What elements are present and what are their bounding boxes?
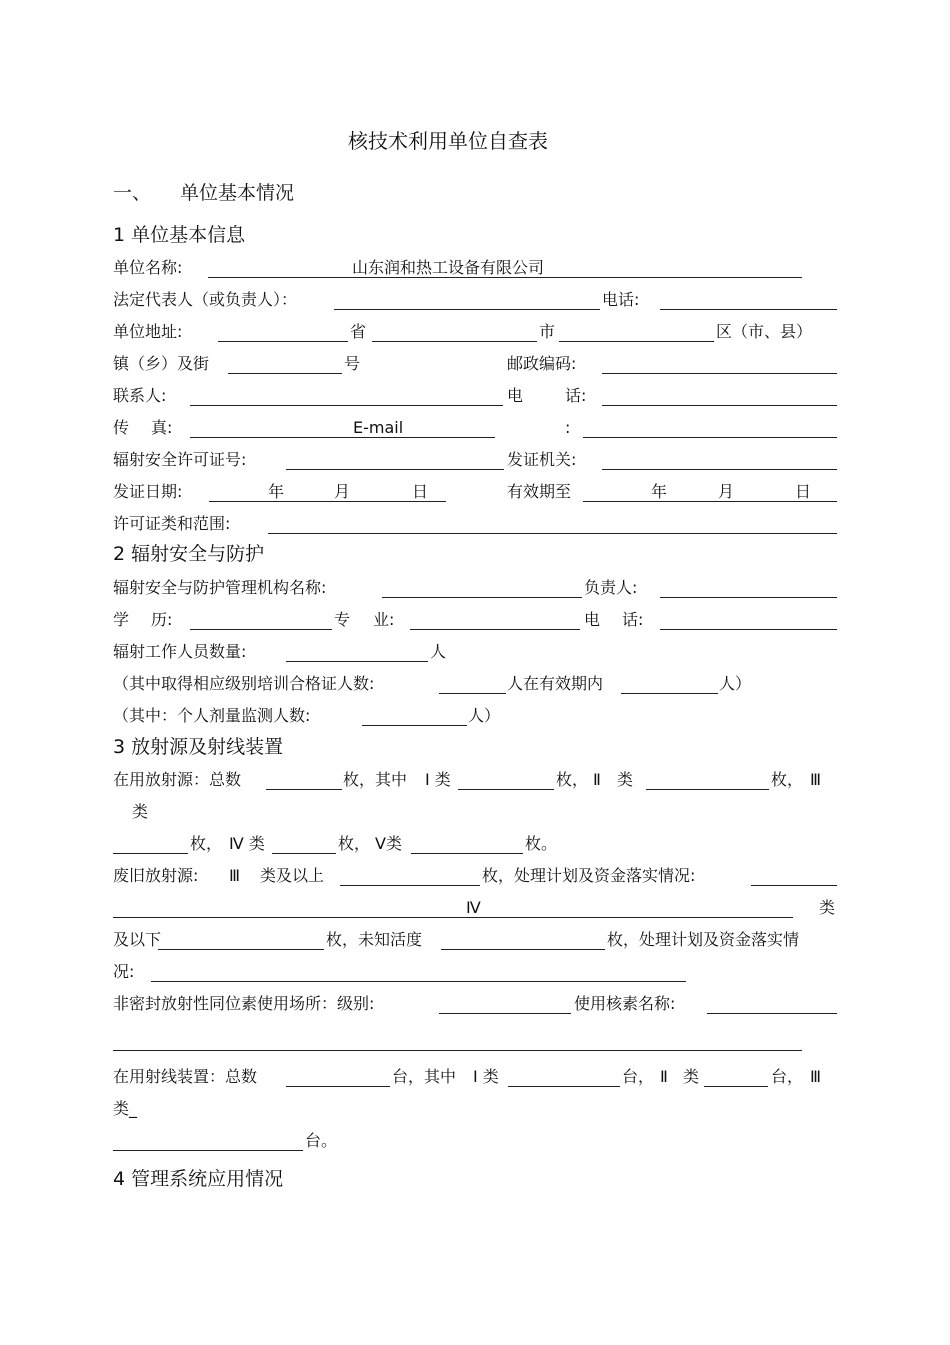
license-no-label: 辐射安全许可证号: — [113, 450, 247, 469]
license-scope-label: 许可证类和范围: — [113, 514, 231, 533]
staff-count-suffix: 人 — [430, 642, 447, 661]
devices-total-label: 在用射线装置：总数 — [113, 1067, 258, 1086]
device-class-2-field[interactable] — [704, 1086, 768, 1087]
section-number: 一、 — [113, 182, 152, 204]
valid-until-label: 有效期至 — [507, 482, 572, 501]
class-3-suffix: 枚， — [190, 834, 223, 853]
city-field[interactable] — [372, 341, 537, 342]
phone-label: 电话: — [602, 290, 640, 309]
education-label-2: 历: — [151, 610, 173, 629]
town-label: 镇（乡）及街 — [113, 354, 210, 373]
device-class-1-label: Ⅰ 类 — [473, 1067, 499, 1086]
unsealed-label: 非密封放射性同位素使用场所：级别: — [113, 994, 375, 1013]
contact-field[interactable] — [190, 405, 503, 406]
staff-count-field[interactable] — [286, 661, 428, 662]
unit-name-label: 单位名称: — [113, 258, 183, 277]
class-3-field[interactable] — [113, 853, 188, 854]
device-class-3-word: 类_ — [113, 1099, 138, 1118]
device-class-3-roman: Ⅲ — [810, 1067, 822, 1086]
cert-field[interactable] — [439, 693, 506, 694]
class-5-label: Ⅴ类 — [375, 834, 402, 853]
major-label-1: 专 — [334, 610, 351, 629]
dose-end-label: 人） — [468, 706, 501, 725]
license-no-field[interactable] — [286, 469, 504, 470]
issue-date-field[interactable] — [209, 501, 446, 502]
issue-year: 年 — [268, 482, 285, 501]
email-field[interactable] — [583, 437, 837, 438]
contact-phone-label-1: 电 — [507, 386, 524, 405]
legal-rep-label: 法定代表人（或负责人）： — [113, 290, 298, 309]
sources-total-field[interactable] — [266, 789, 342, 790]
education-label-1: 学 — [113, 610, 130, 629]
leader-phone-label-2: 话: — [622, 610, 644, 629]
province-field[interactable] — [218, 341, 348, 342]
subsection-heading-1: 1 单位基本信息 — [113, 224, 246, 246]
number-suffix: 号 — [344, 354, 361, 373]
waste-class-3: Ⅲ — [229, 866, 241, 885]
district-field[interactable] — [559, 341, 714, 342]
valid-day: 日 — [795, 482, 812, 501]
legal-rep-field[interactable] — [334, 309, 600, 310]
subsection-heading-2: 2 辐射安全与防护 — [113, 543, 265, 565]
waste-plan-field-cont[interactable] — [113, 917, 793, 918]
issue-day: 日 — [412, 482, 429, 501]
town-field[interactable] — [228, 373, 342, 374]
unknown-activity-label: 枚，未知活度 — [326, 930, 423, 949]
waste-above-label: 类及以上 — [260, 866, 325, 885]
devices-among-label: 台，其中 — [392, 1067, 457, 1086]
city-label: 市 — [539, 322, 556, 341]
class-4-field[interactable] — [272, 853, 336, 854]
leader-field[interactable] — [660, 597, 837, 598]
major-field[interactable] — [410, 629, 580, 630]
class-4-label: Ⅳ 类 — [229, 834, 265, 853]
waste-above-field[interactable] — [340, 885, 480, 886]
org-name-label: 辐射安全与防护管理机构名称: — [113, 578, 327, 597]
fax-label-2: 真: — [151, 418, 173, 437]
class-4-mark: Ⅳ — [466, 898, 481, 917]
class-5-suffix: 枚。 — [525, 834, 558, 853]
class-2-suffix: 枚， — [771, 770, 804, 789]
issue-month: 月 — [334, 482, 351, 501]
devices-total-field[interactable] — [286, 1086, 390, 1087]
device-end-label: 台。 — [305, 1131, 338, 1150]
education-field[interactable] — [190, 629, 332, 630]
class-1-label: Ⅰ 类 — [425, 770, 451, 789]
class-2-roman: Ⅱ — [593, 770, 601, 789]
subsection-heading-3: 3 放射源及射线装置 — [113, 736, 284, 758]
cert-end-label: 人） — [719, 674, 752, 693]
valid-year: 年 — [651, 482, 668, 501]
condition-label: 况: — [113, 962, 135, 981]
below-field[interactable] — [158, 949, 324, 950]
class-below-word: 类 — [819, 898, 836, 917]
leader-phone-label-1: 电 — [584, 610, 601, 629]
waste-plan-field[interactable] — [751, 885, 837, 886]
district-label: 区（市、县） — [716, 322, 813, 341]
device-class-2-suffix: 台， — [771, 1067, 804, 1086]
class-2-field[interactable] — [646, 789, 769, 790]
condition-field[interactable] — [151, 981, 686, 982]
waste-plan-label: 枚，处理计划及资金落实情况: — [482, 866, 696, 885]
section-title: 单位基本情况 — [180, 182, 295, 204]
device-class-1-field[interactable] — [508, 1086, 620, 1087]
class-2-word: 类 — [617, 770, 634, 789]
below-label: 及以下 — [113, 930, 162, 949]
leader-label: 负责人: — [584, 578, 638, 597]
phone-field[interactable] — [660, 309, 837, 310]
nuclide-field-cont[interactable] — [113, 1050, 802, 1051]
issuer-label: 发证机关: — [507, 450, 577, 469]
contact-phone-field[interactable] — [602, 405, 837, 406]
fax-field[interactable] — [190, 437, 495, 438]
class-5-field[interactable] — [411, 853, 523, 854]
contact-label: 联系人: — [113, 386, 167, 405]
sources-total-label: 在用放射源：总数 — [113, 770, 242, 789]
postal-label: 邮政编码: — [507, 354, 577, 373]
nuclide-field[interactable] — [707, 1013, 837, 1014]
class-4-suffix: 枚， — [338, 834, 371, 853]
class-1-field[interactable] — [458, 789, 554, 790]
cert-valid-field[interactable] — [621, 693, 718, 694]
staff-count-label: 辐射工作人员数量: — [113, 642, 247, 661]
major-label-2: 业: — [373, 610, 395, 629]
contact-phone-label-2: 话: — [565, 386, 587, 405]
unsealed-level-field[interactable] — [439, 1013, 571, 1014]
province-label: 省 — [350, 322, 367, 341]
class-3-roman: Ⅲ — [810, 770, 822, 789]
nuclide-label: 使用核素名称: — [574, 994, 676, 1013]
class-1-suffix: 枚， — [556, 770, 589, 789]
dose-field[interactable] — [362, 725, 467, 726]
org-name-field[interactable] — [382, 597, 582, 598]
issuer-field[interactable] — [602, 469, 837, 470]
postal-field[interactable] — [602, 373, 837, 374]
page-title: 核技术利用单位自查表 — [348, 129, 548, 153]
leader-phone-field[interactable] — [660, 629, 837, 630]
subsection-heading-4: 4 管理系统应用情况 — [113, 1168, 284, 1190]
issue-date-label: 发证日期: — [113, 482, 183, 501]
cert-label: （其中取得相应级别培训合格证人数: — [113, 674, 375, 693]
cert-mid-label: 人在有效期内 — [507, 674, 604, 693]
waste-label: 废旧放射源: — [113, 866, 199, 885]
device-class-3-field[interactable] — [113, 1150, 303, 1151]
device-class-1-suffix: 台， — [622, 1067, 655, 1086]
license-scope-field[interactable] — [268, 533, 837, 534]
dose-label: （其中：个人剂量监测人数: — [113, 706, 311, 725]
sources-among-label: 枚，其中 — [343, 770, 408, 789]
fax-label-1: 传 — [113, 418, 130, 437]
device-class-2-word: 类 — [683, 1067, 700, 1086]
device-class-2-roman: Ⅱ — [660, 1067, 668, 1086]
email-label: E-mail — [353, 418, 404, 437]
email-colon: : — [565, 418, 571, 437]
unknown-activity-field[interactable] — [441, 949, 605, 950]
class-3-word: 类 — [132, 802, 149, 821]
address-label: 单位地址: — [113, 322, 183, 341]
valid-month: 月 — [718, 482, 735, 501]
below-plan-label: 枚，处理计划及资金落实情 — [607, 930, 800, 949]
unit-name-value: 山东润和热工设备有限公司 — [352, 258, 545, 277]
